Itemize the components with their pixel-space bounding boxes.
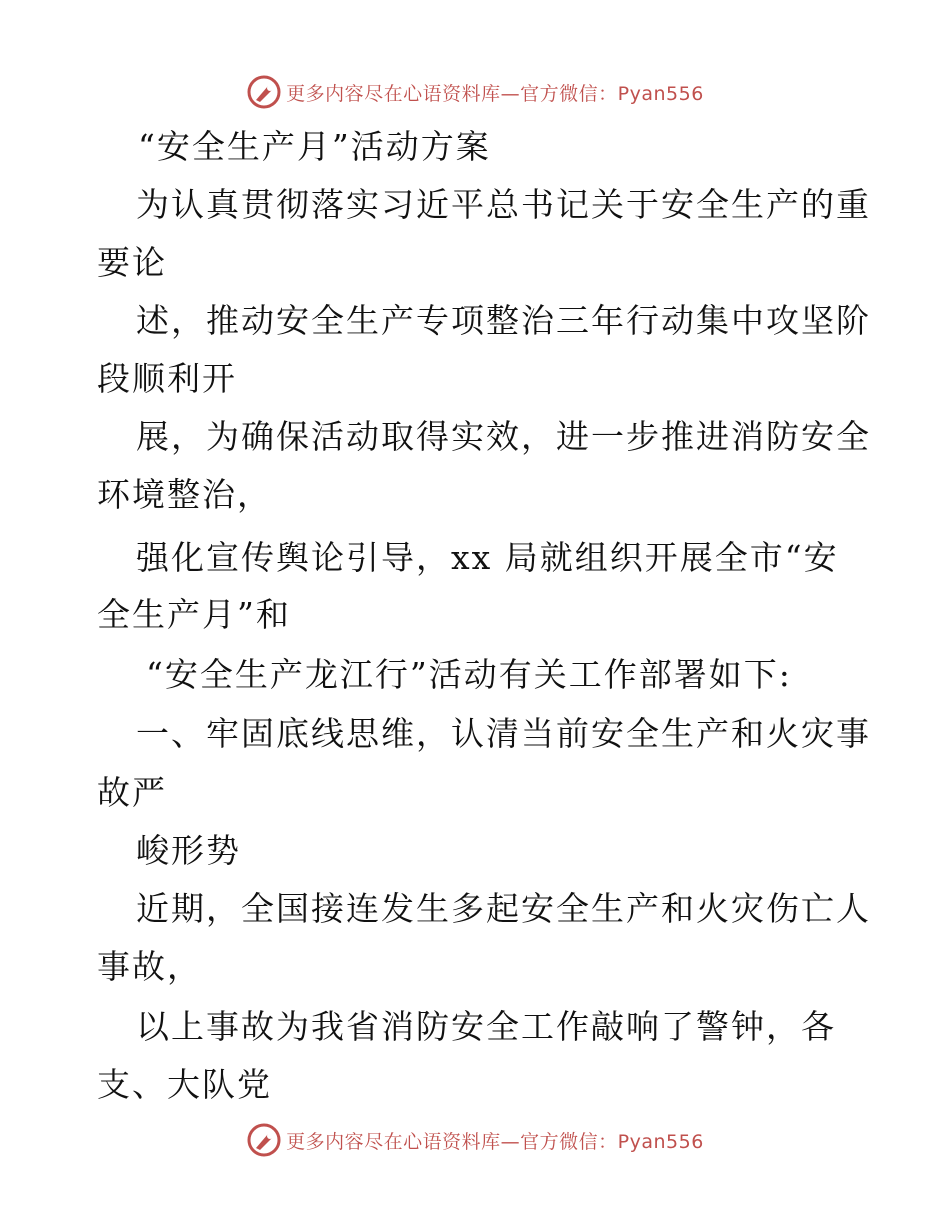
paragraph-line: 以上事故为我省消防安全工作敲响了警钟，各 <box>136 1007 836 1046</box>
paragraph-line: 为认真贯彻落实习近平总书记关于安全生产的重 <box>136 185 871 224</box>
paragraph-line: 环境整治， <box>97 475 272 514</box>
watermark-text: 更多内容尽在心语资料库—官方微信：Pyan556 <box>286 82 704 105</box>
paragraph-line: 一、牢固底线思维，认清当前安全生产和火灾事 <box>136 714 871 753</box>
document-title: “安全生产月”活动方案 <box>138 127 491 166</box>
paragraph-line: 全生产月”和 <box>97 595 291 634</box>
paragraph-line: 峻形势 <box>136 831 241 870</box>
pen-nib-logo-icon <box>246 74 282 110</box>
paragraph-line: “安全生产龙江行”活动有关工作部署如下: <box>146 655 792 694</box>
paragraph-line: 支、大队党 <box>97 1065 272 1104</box>
paragraph-line: 强化宣传舆论引导，xx 局就组织开展全市“安 <box>136 538 839 577</box>
paragraph-line: 要论 <box>97 243 167 282</box>
paragraph-line: 段顺利开 <box>97 359 237 398</box>
paragraph-line: 近期，全国接连发生多起安全生产和火灾伤亡人 <box>136 889 871 928</box>
pen-nib-logo-icon <box>246 1122 282 1158</box>
watermark-banner-top <box>0 72 950 112</box>
paragraph-line: 展，为确保活动取得实效，进一步推进消防安全 <box>136 417 871 456</box>
watermark-text: 更多内容尽在心语资料库—官方微信：Pyan556 <box>286 1130 704 1153</box>
paragraph-line: 事故， <box>97 947 202 986</box>
watermark-banner-bottom <box>0 1120 950 1160</box>
paragraph-line: 述，推动安全生产专项整治三年行动集中攻坚阶 <box>136 301 871 340</box>
paragraph-line: 故严 <box>97 773 167 812</box>
